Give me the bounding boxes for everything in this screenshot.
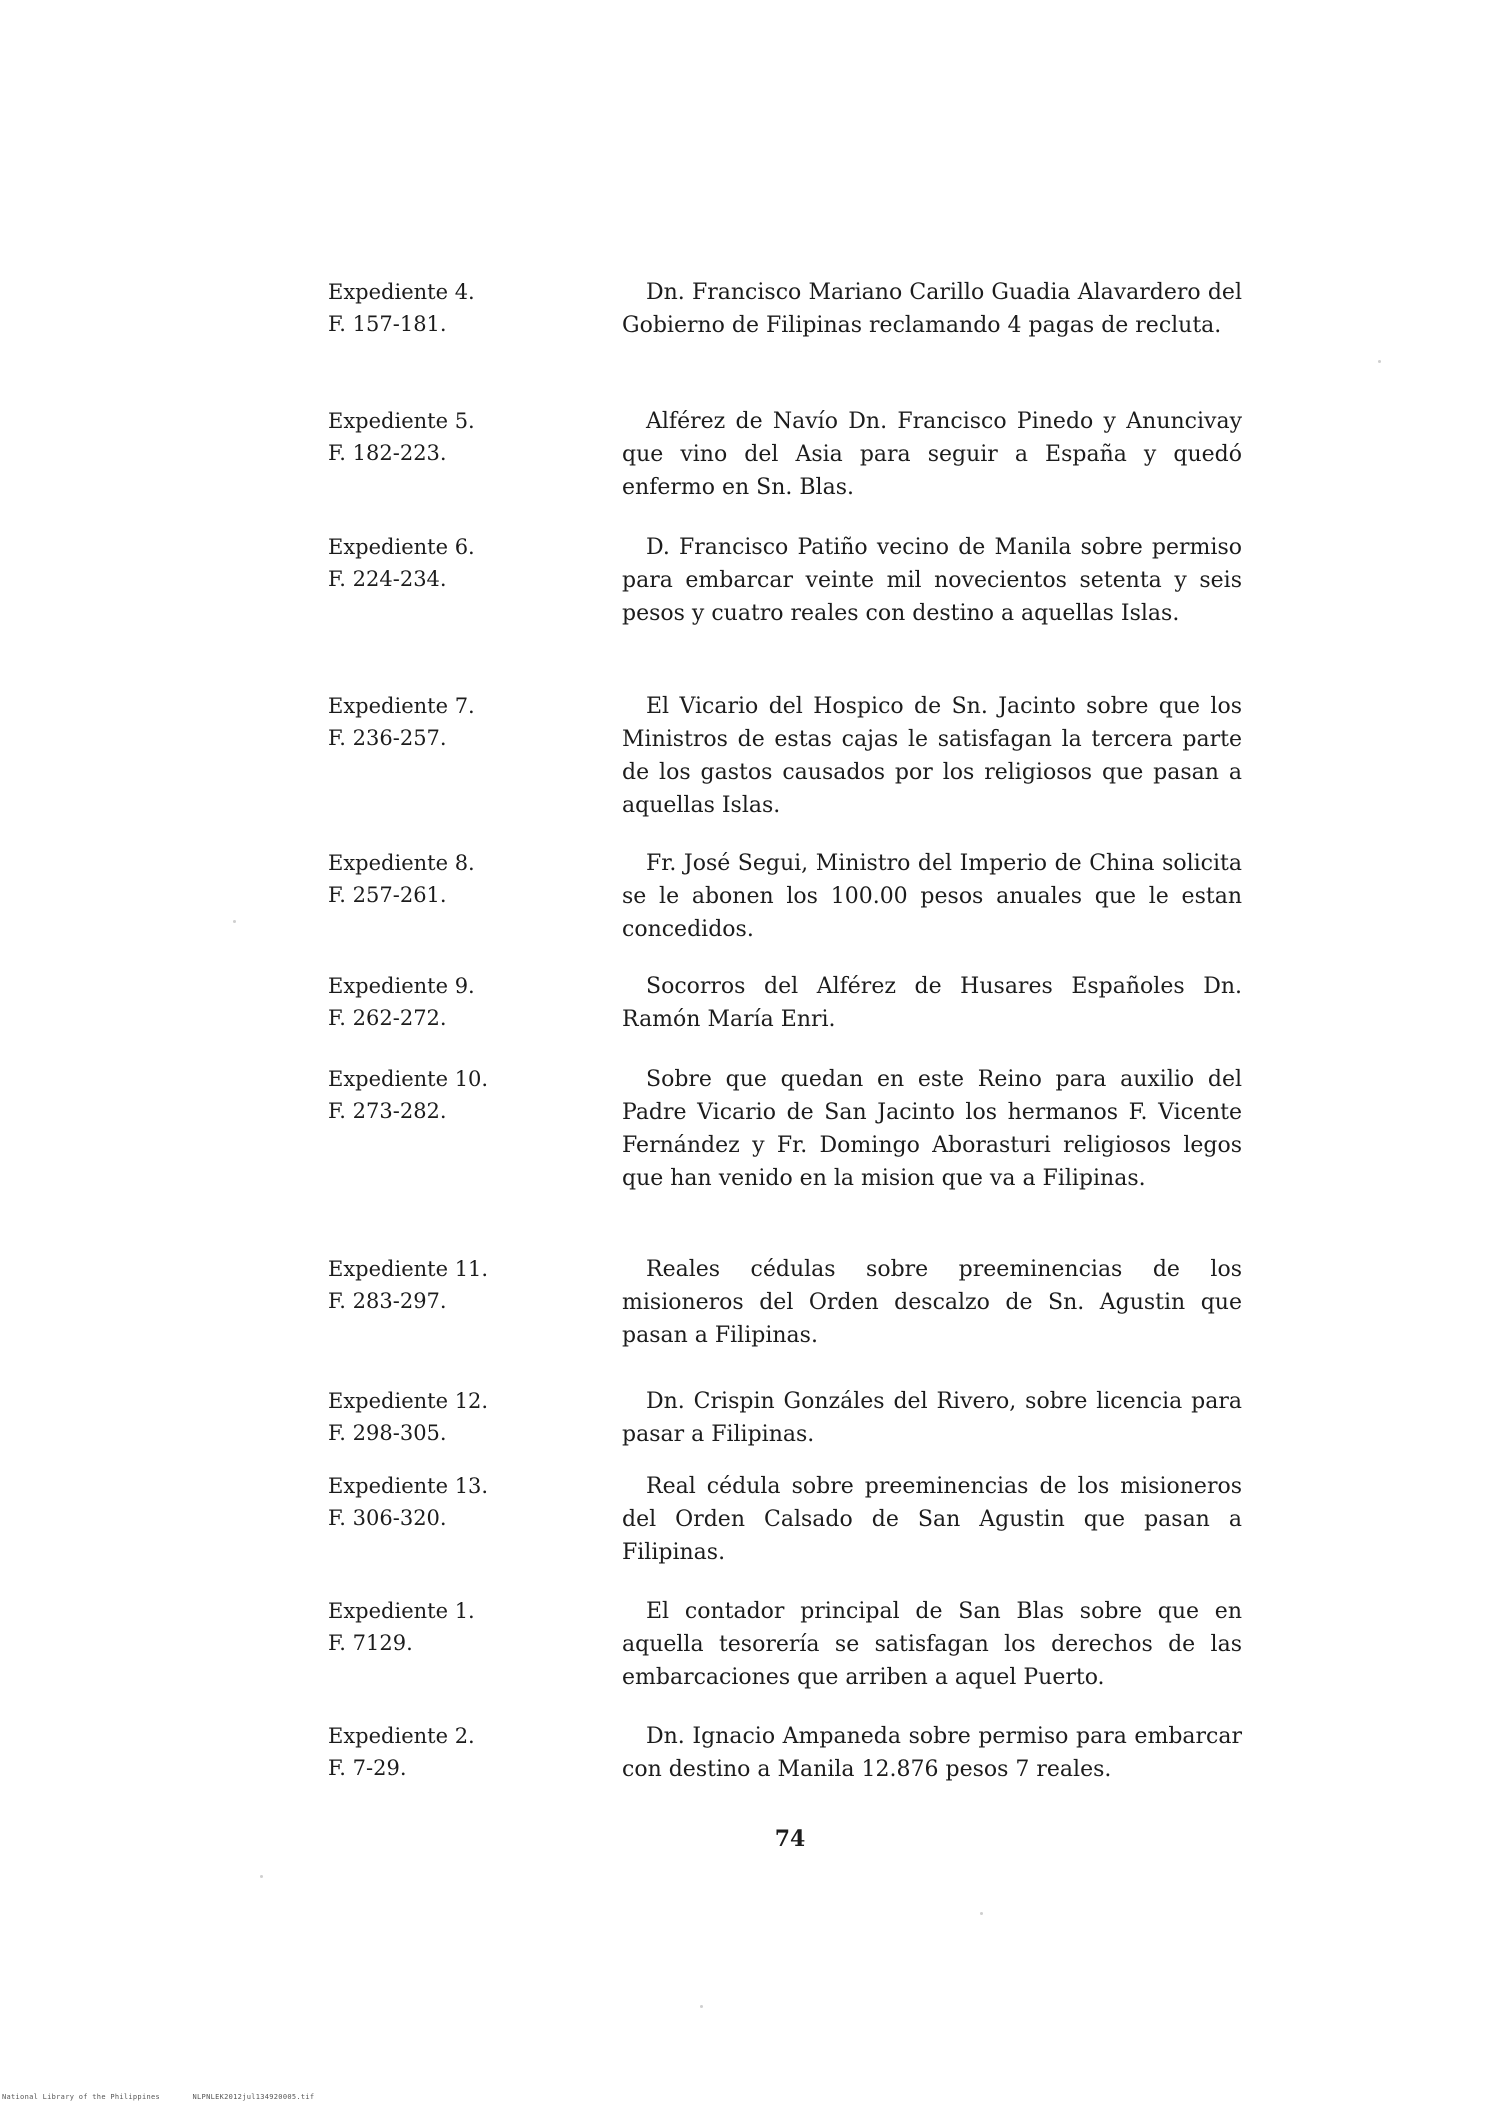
file-reference bbox=[328, 1385, 528, 1449]
folio-range: F. 273-282. bbox=[328, 1099, 447, 1123]
expediente-number: Expediente 11. bbox=[328, 1257, 489, 1281]
file-reference bbox=[328, 847, 528, 911]
expediente-number: Expediente 13. bbox=[328, 1474, 489, 1498]
scan-filename: NLPNLEK2012jul134920005.tif bbox=[192, 2093, 315, 2101]
entry-description: Dn. Crispin Gonzáles del Rivero, sobre licencia para pasar a Filipinas. bbox=[622, 1389, 1242, 1447]
expediente-number: Expediente 9. bbox=[328, 974, 475, 998]
expediente-number: Expediente 12. bbox=[328, 1389, 489, 1413]
page-number: 74 bbox=[774, 1826, 806, 1852]
expediente-number: Expediente 10. bbox=[328, 1067, 489, 1091]
expediente-number: Expediente 2. bbox=[328, 1724, 475, 1748]
folio-range: F. 7-29. bbox=[328, 1756, 407, 1780]
folio-range: F. 182-223. bbox=[328, 441, 447, 465]
entry-description: Reales cédulas sobre preeminencias de los misioneros del Orden descalzo de Sn. Agustin que pasan a Filipinas. bbox=[622, 1257, 1242, 1348]
entry-description: Socorros del Alférez de Husares Españoles Dn. Ramón María Enri. bbox=[622, 974, 1242, 1032]
folio-range: F. 157-181. bbox=[328, 312, 447, 336]
expediente-number: Expediente 7. bbox=[328, 694, 475, 718]
file-reference bbox=[328, 1595, 528, 1659]
entry-description: Real cédula sobre preeminencias de los misioneros del Orden Calsado de San Agustin que pasan a Filipinas. bbox=[622, 1474, 1242, 1565]
folio-range: F. 298-305. bbox=[328, 1421, 447, 1445]
folio-range: F. 257-261. bbox=[328, 883, 447, 907]
folio-range: F. 236-257. bbox=[328, 726, 447, 750]
file-reference bbox=[328, 1253, 528, 1317]
scan-speck bbox=[233, 920, 236, 923]
file-reference bbox=[328, 1470, 528, 1534]
expediente-number: Expediente 8. bbox=[328, 851, 475, 875]
entry-description: El contador principal de San Blas sobre que en aquella tesorería se satisfagan los derechos de las embarcaciones que arriben a aquel Puerto. bbox=[622, 1599, 1242, 1690]
expediente-number: Expediente 1. bbox=[328, 1599, 475, 1623]
entry-description: Dn. Ignacio Ampaneda sobre permiso para embarcar con destino a Manila 12.876 pesos 7 reales. bbox=[622, 1724, 1242, 1782]
scan-footer bbox=[2, 2093, 342, 2101]
scan-speck bbox=[980, 1912, 983, 1915]
file-reference bbox=[328, 690, 528, 754]
entry-description: Alférez de Navío Dn. Francisco Pinedo y Anuncivay que vino del Asia para seguir a España y quedó enfermo en Sn. Blas. bbox=[622, 409, 1242, 500]
file-reference bbox=[328, 970, 528, 1034]
scan-speck bbox=[700, 2005, 703, 2008]
expediente-number: Expediente 5. bbox=[328, 409, 475, 433]
scan-speck bbox=[1378, 360, 1381, 363]
entry-description: El Vicario del Hospico de Sn. Jacinto sobre que los Ministros de estas cajas le satisfagan la tercera parte de los gastos causados por los religiosos que pasan a aquellas Islas. bbox=[622, 694, 1242, 818]
file-reference bbox=[328, 531, 528, 595]
file-reference bbox=[328, 405, 528, 469]
entry-description: Sobre que quedan en este Reino para auxilio del Padre Vicario de San Jacinto los hermanos F. Vicente Fernández y Fr. Domingo Aborasturi religiosos legos que han venido en la mision que va a Filipinas. bbox=[622, 1067, 1242, 1191]
folio-range: F. 283-297. bbox=[328, 1289, 447, 1313]
folio-range: F. 224-234. bbox=[328, 567, 447, 591]
file-reference bbox=[328, 1720, 528, 1784]
folio-range: F. 7129. bbox=[328, 1631, 413, 1655]
folio-range: F. 262-272. bbox=[328, 1006, 447, 1030]
scan-speck bbox=[260, 1875, 263, 1878]
entry-description: D. Francisco Patiño vecino de Manila sobre permiso para embarcar veinte mil novecientos setenta y seis pesos y cuatro reales con destino a aquellas Islas. bbox=[622, 535, 1242, 626]
expediente-number: Expediente 4. bbox=[328, 280, 475, 304]
library-credit: National Library of the Philippines bbox=[2, 2093, 161, 2101]
expediente-number: Expediente 6. bbox=[328, 535, 475, 559]
folio-range: F. 306-320. bbox=[328, 1506, 447, 1530]
file-reference bbox=[328, 276, 528, 340]
entry-description: Dn. Francisco Mariano Carillo Guadia Alavardero del Gobierno de Filipinas reclamando 4 pagas de recluta. bbox=[622, 280, 1242, 338]
entry-description: Fr. José Segui, Ministro del Imperio de China solicita se le abonen los 100.00 pesos anuales que le estan concedidos. bbox=[622, 851, 1242, 942]
file-reference bbox=[328, 1063, 528, 1127]
